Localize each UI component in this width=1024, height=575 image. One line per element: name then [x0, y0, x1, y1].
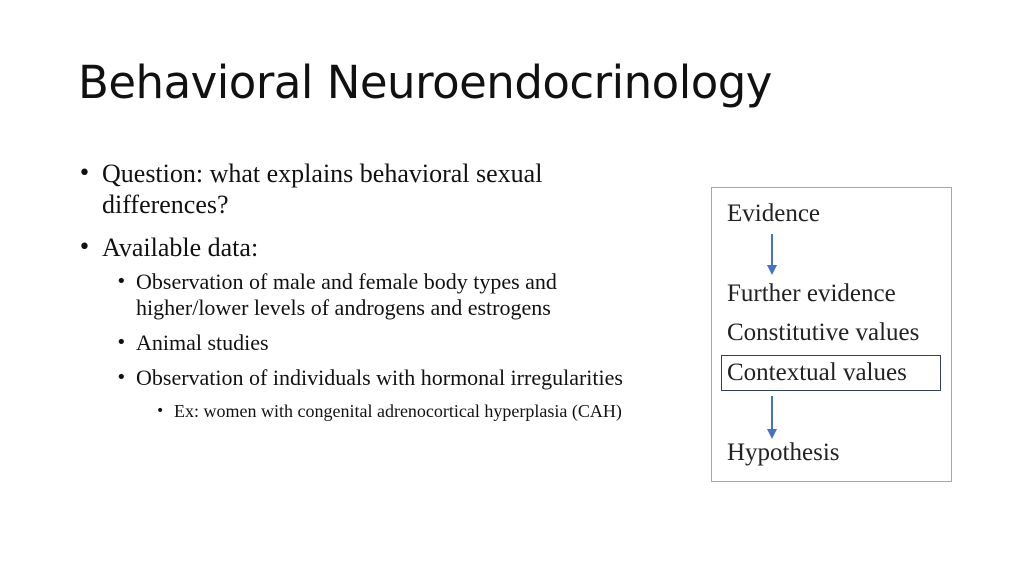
slide-title: Behavioral Neuroendocrinology [78, 56, 772, 109]
bullet-glyph: • [116, 332, 127, 353]
diagram-hypothesis: Hypothesis [727, 439, 840, 466]
bullet-question [78, 158, 662, 220]
bullet-glyph: • [116, 271, 127, 292]
bullet-glyph: • [156, 403, 165, 419]
bullet-glyph: • [116, 367, 127, 388]
sub-bullet-body-types-text: Observation of male and female body types and higher/lower levels of androgens and estrogens [136, 269, 557, 320]
bullet-available-data [78, 232, 662, 263]
sub-bullet-hormonal-irregularities [116, 365, 662, 391]
bullet-glyph: • [78, 161, 91, 186]
sub-bullet-hormonal-irregularities-text: Observation of individuals with hormonal irregularities [136, 365, 623, 390]
bullet-question-text: Question: what explains behavioral sexual differences? [102, 159, 543, 219]
diagram-further-evidence: Further evidence [727, 280, 896, 307]
bullet-available-data-text: Available data: [102, 233, 259, 262]
diagram-contextual-values: Contextual values [727, 359, 907, 386]
reasoning-diagram [711, 187, 952, 482]
sub-sub-bullet-cah [156, 400, 662, 422]
slide-body [78, 158, 662, 428]
bullet-glyph: • [78, 235, 91, 260]
sub-bullet-body-types [116, 269, 662, 321]
diagram-evidence: Evidence [727, 200, 821, 227]
down-arrow-icon [764, 234, 780, 276]
sub-sub-bullet-cah-text: Ex: women with congenital adrenocortical hyperplasia (CAH) [174, 401, 622, 421]
diagram-constitutive-values: Constitutive values [727, 319, 920, 346]
sub-bullet-animal-studies-text: Animal studies [136, 330, 269, 355]
down-arrow-icon [764, 396, 780, 440]
sub-bullet-animal-studies [116, 330, 662, 356]
